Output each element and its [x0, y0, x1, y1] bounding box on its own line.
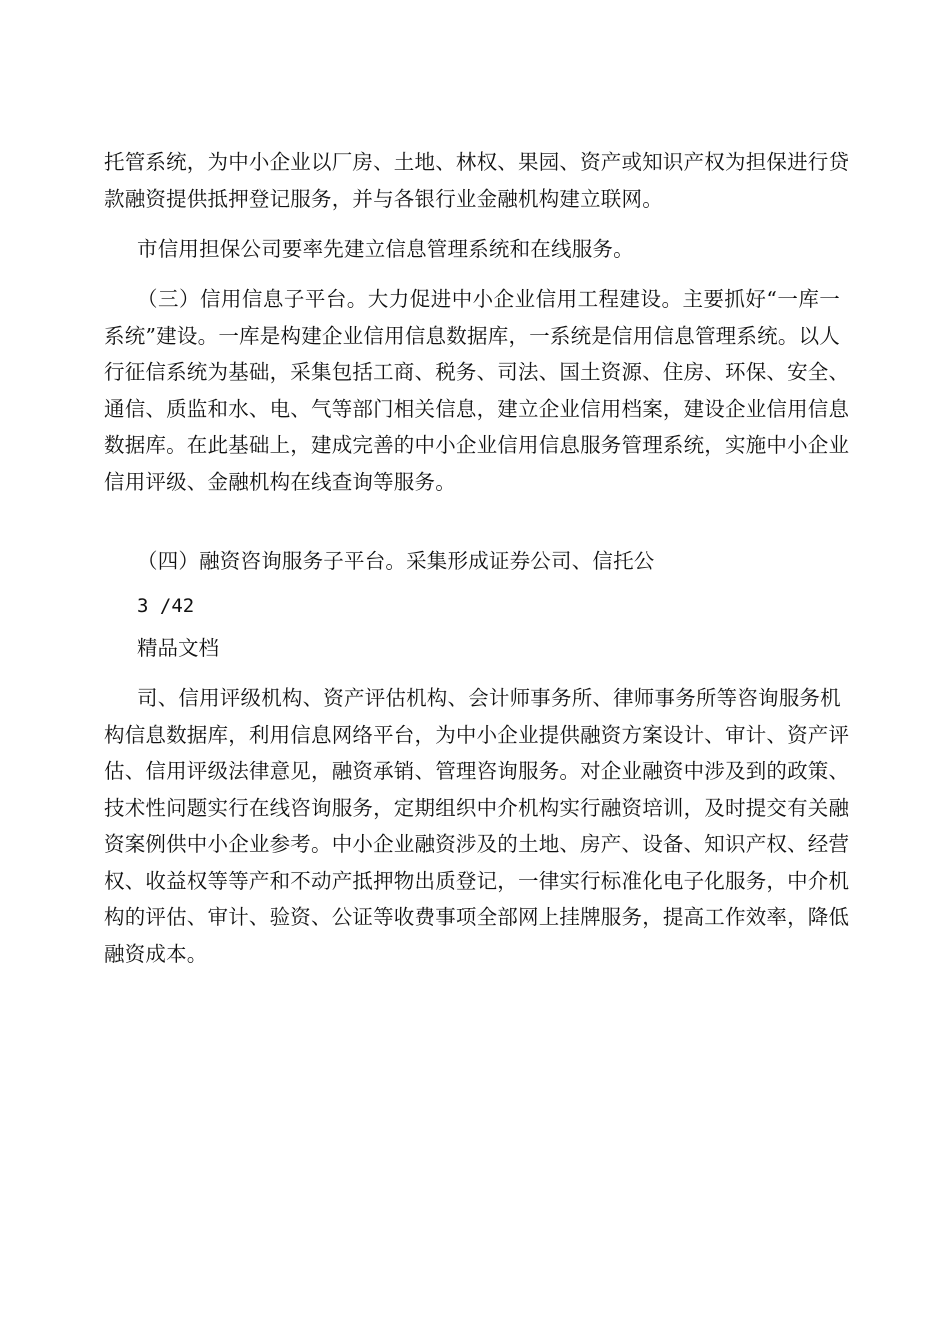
- page-number: 3 /42: [137, 595, 195, 617]
- text-line: 通信、质监和水、电、气等部门相关信息，建立企业信用档案，建设企业信用信息: [104, 396, 850, 421]
- paragraph-credit-info-platform: [104, 281, 850, 500]
- text-line: 数据库。在此基础上，建成完善的中小企业信用信息服务管理系统，实施中小企业: [104, 433, 850, 457]
- text-line: 估、信用评级法律意见，融资承销、管理咨询服务。对企业融资中涉及到的政策、: [104, 759, 850, 783]
- text-line: 司、信用评级机构、资产评估机构、会计师事务所、律师事务所等咨询服务机: [137, 686, 841, 710]
- text-line: 市信用担保公司要率先建立信息管理系统和在线服务。: [137, 237, 634, 261]
- text-line: 构的评估、审计、验资、公证等收费事项全部网上挂牌服务，提高工作效率，降低: [104, 905, 850, 929]
- paragraph-financing-consulting-body: [104, 680, 850, 972]
- text-line: （三）信用信息子平台。大力促进中小企业信用工程建设。主要抓好“一库一: [137, 287, 840, 311]
- text-line: 构信息数据库，利用信息网络平台，为中小企业提供融资方案设计、审计、资产评: [104, 722, 850, 747]
- text-line: 行征信系统为基础，采集包括工商、税务、司法、国土资源、住房、环保、安全、: [104, 360, 850, 384]
- text-line: 信用评级、金融机构在线查询等服务。: [104, 469, 456, 494]
- text-line: 托管系统，为中小企业以厂房、土地、林权、果园、资产或知识产权为担保进行贷: [104, 150, 850, 174]
- text-line: 资案例供中小企业参考。中小企业融资涉及的土地、房产、设备、知识产权、经营: [104, 832, 850, 856]
- paragraph-mortgage-registration: [104, 144, 850, 217]
- text-line: 融资成本。: [104, 941, 208, 966]
- text-line: （四）融资咨询服务子平台。采集形成证券公司、信托公: [137, 549, 655, 573]
- text-line: 系统”建设。一库是构建企业信用信息数据库，一系统是信用信息管理系统。以人: [104, 323, 840, 348]
- paragraph-financing-consulting-intro: [104, 543, 840, 580]
- document-watermark-label: 精品文档: [137, 636, 219, 660]
- paragraph-guarantee-company: [104, 231, 840, 268]
- text-line: 款融资提供抵押登记服务，并与各银行业金融机构建立联网。: [104, 186, 663, 211]
- text-line: 技术性问题实行在线咨询服务，定期组织中介机构实行融资培训，及时提交有关融: [104, 795, 850, 820]
- text-line: 权、收益权等等产和不动产抵押物出质登记，一律实行标准化电子化服务，中介机: [104, 868, 850, 893]
